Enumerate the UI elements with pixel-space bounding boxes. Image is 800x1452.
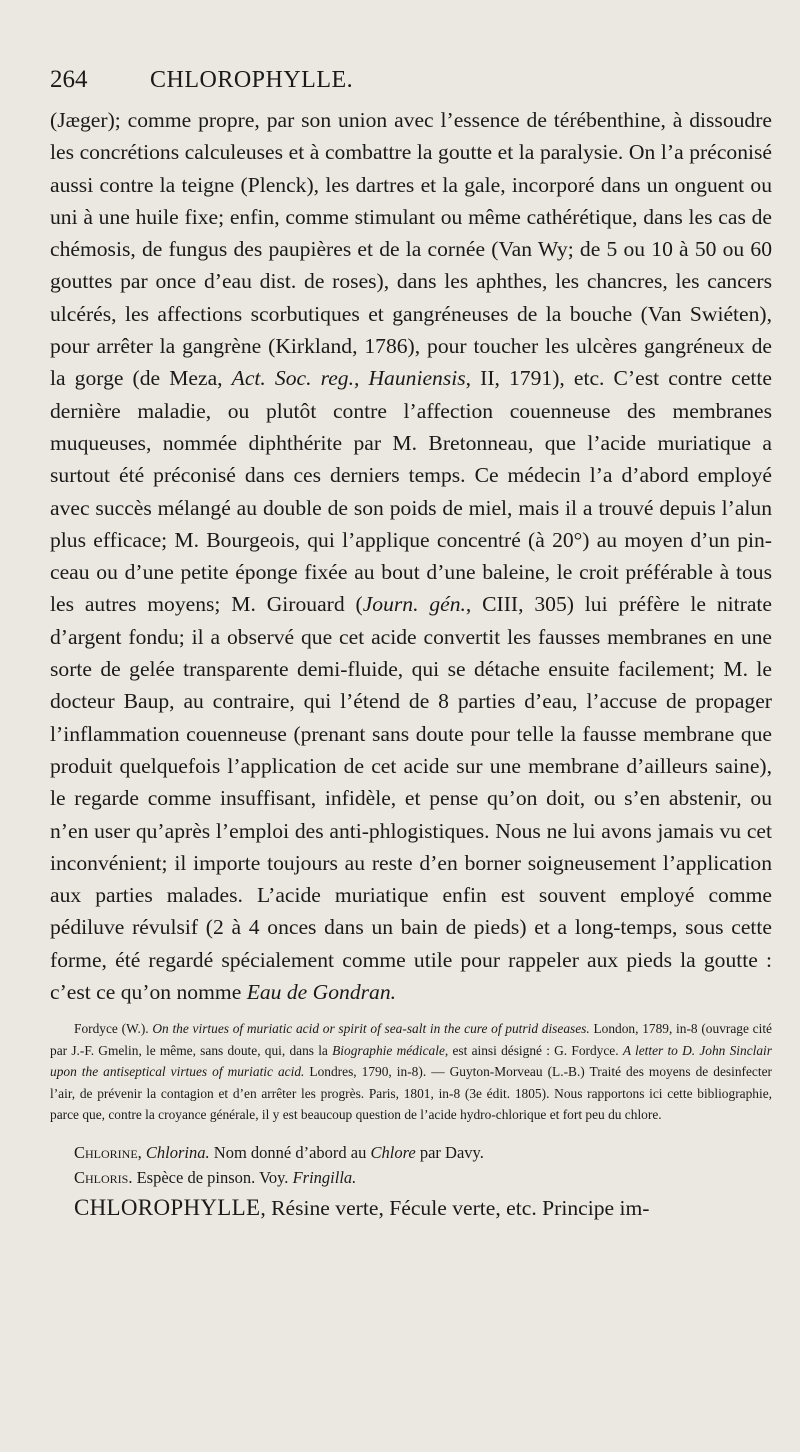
- note-ref-biographie: Biographie médicale: [332, 1042, 445, 1058]
- bibliography-note: [50, 1018, 772, 1126]
- entry-head-chlorophylle: CHLOROPHYLLE: [74, 1194, 261, 1220]
- main-text-part-1: (Jæger); comme propre, par son union avec l’essence de térébenthine, à dissoudre les concrétions calculeuses et à combattre la goutte et la paralysie. On l’a préconisé aussi contre la teigne (Plenck), les dartres et la gale, incorporé dans un onguent ou uni à une huile fixe; enfin, comme stimulant ou même cathérétique, dans les cas de chémosis, de fungus des paupières et de la cornée (Van Wy; de 5 ou 10 à 50 ou 60 gouttes par once d’eau dist. de roses), dans les aphthes, les chancres, les cancers ulcérés, les affections scorbutiques et gangréneuses de la bouche (Van Swiéten), pour arrêter la gangrène (Kirkland, 1786), pour toucher les ulcères gangréneux de la gorge (de Meza,: [50, 108, 772, 391]
- journal-reference-2: Journ. gén.: [362, 592, 466, 617]
- page-number: 264: [50, 66, 88, 93]
- entry-text-chloris: Espèce de pinson. Voy.: [136, 1167, 289, 1187]
- entry-ref-fringilla: Fringilla.: [292, 1167, 357, 1187]
- main-text-part-2: , II, 1791), etc. C’est contre cette dernière maladie, ou plutôt contre l’affection couenneuse des membranes muqueuses, nommée diphthérite par M. Bretonneau, que l’acide muriatique a surtout été préconisé dans ces derniers temps. Ce médecin l’a d’abord employé avec succès mélangé au double de son poids de miel, mais il a trouvé depuis l’alun plus efficace; M. Bourgeois, qui l’applique concentré (à 20°) au moyen d’un pinceau ou d’une petite éponge fixée au bout d’une baleine, le croit préférable à tous les autres moyens; M. Girouard (: [50, 366, 772, 617]
- main-paragraph: [50, 104, 772, 1008]
- note-title-1: On the virtues of muriatic acid or spirit of sea-salt in the cure of putrid diseases.: [152, 1021, 590, 1037]
- note-author: Fordyce (W.).: [74, 1021, 149, 1037]
- page-header: [50, 66, 772, 104]
- journal-reference: Act. Soc. reg., Hauniensis: [231, 366, 466, 391]
- note-text-4: Londres, 1790, in-8). — Guyton-Morveau (L.-B.) Traité des moyens de desinfecter l’air, de prévenir la contagion et d’en arrêter les progrès. Paris, 1801, in-8 (3e édit. 1805). Nous rapportons ici cette bibliographie, parce que, contre la croyance générale, il y est beaucoup question de l’acide hydro-chlorique et fort peu du chlore.: [50, 1064, 772, 1123]
- entry-ref-chlore: Chlore: [370, 1142, 416, 1162]
- entry-chlorophylle: [50, 1192, 772, 1224]
- note-text-2: London, 1789, in-8 (ouvrage cité par J.-F. Gmelin, le même, sans doute, qui, dans la: [50, 1021, 772, 1058]
- entry-head-chlorine: Chlorine: [74, 1142, 138, 1162]
- entry-chloris: [50, 1165, 772, 1190]
- main-text-part-3: , CIII, 305) lui préfère le nitrate d’argent fondu; il a observé que cet acide convertit les fausses membranes en une sorte de gelée transparente demi-fluide, qui se détache ensuite facilement; M. le docteur Baup, au contraire, qui l’étend de 8 parties d’eau, l’accuse de propager l’inflammation couenneuse (prenant sans doute pour telle la fausse membrane que produit quelquefois l’application de cet acide sur une membrane d’ailleurs saine), le regarde comme insuffisant, infidèle, et pense qu’on doit, ou s’en abstenir, ou n’en user qu’après l’emploi des anti-phlogistiques. Nous ne lui avons jamais vu cet inconvénient; il importe toujours au reste d’en borner soigneusement l’application aux parties malades. L’acide muriatique enfin est souvent employé comme pédiluve révulsif (2 à 4 onces dans un bain de pieds) et a long-temps, sous cette forme, été regardé spécialement comme utile pour rappeler aux pieds la goutte : c’est ce qu’on nomme: [50, 592, 772, 1005]
- note-text-3: , est ainsi désigné : G. Fordyce.: [444, 1042, 619, 1058]
- entry-text-chlorine: Nom donné d’abord au: [213, 1142, 367, 1162]
- running-head: CHLOROPHYLLE.: [150, 67, 354, 93]
- entry-text-chlorophylle: , Résine verte, Fécule verte, etc. Principe im-: [260, 1195, 650, 1220]
- entry-end-chlorine: par Davy.: [419, 1142, 484, 1162]
- eau-de-gondran: Eau de Gondran.: [246, 980, 397, 1005]
- entry-chlorine: Chlorine, Chlorina. Nom donné d’abord au Chlore par Davy.: [74, 1142, 484, 1162]
- entry-head-chloris: Chloris.: [74, 1167, 133, 1187]
- entry-latin-chlorina: Chlorina.: [145, 1142, 210, 1162]
- note-title-2: A letter to D. John Sinclair upon the antiseptical virtues of muriatic acid.: [50, 1042, 772, 1080]
